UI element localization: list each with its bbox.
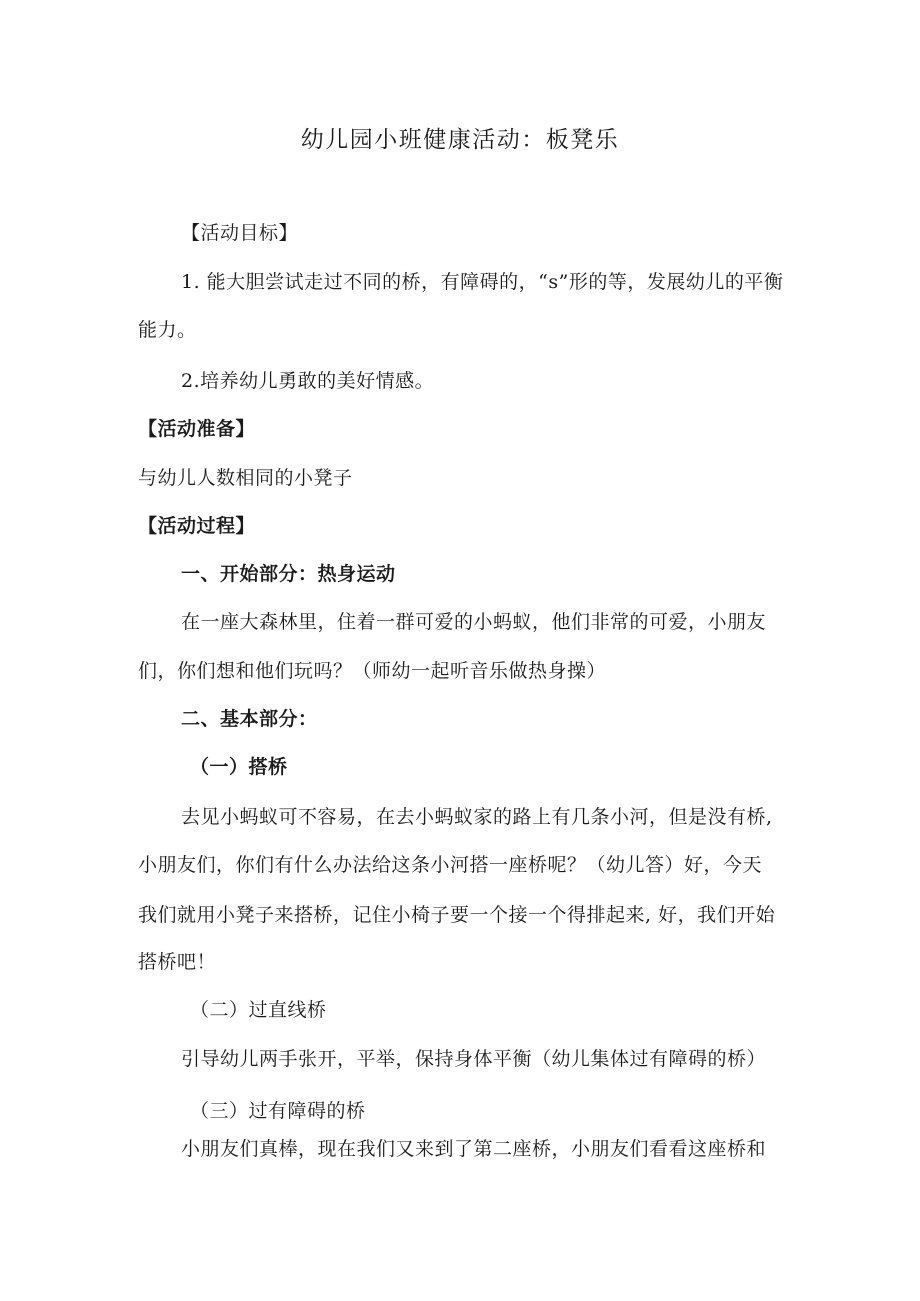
sub1-line-4: 搭桥吧！ <box>138 951 217 973</box>
process-heading: 【活动过程】 <box>138 515 256 537</box>
prep-heading: 【活动准备】 <box>138 418 256 440</box>
goal-1-line-1: 1. 能大胆尝试走过不同的桥，有障碍的，“s”形的等，发展幼儿的平衡 <box>181 271 784 293</box>
sub3-heading: （三）过有障碍的桥 <box>190 1100 366 1122</box>
sub1-line-3: 我们就用小凳子来搭桥，记住小椅子要一个接一个得排起来, 好，我们开始 <box>138 904 776 926</box>
sub1-heading: （一）搭桥 <box>190 756 288 778</box>
sub1-line-2: 小朋友们，你们有什么办法给这条小河搭一座桥呢？（幼儿答）好，今天 <box>138 854 763 876</box>
part2-heading: 二、基本部分： <box>181 708 318 730</box>
sub3-line-1: 小朋友们真棒，现在我们又来到了第二座桥，小朋友们看看这座桥和 <box>181 1138 767 1160</box>
sub1-line-1: 去见小蚂蚁可不容易，在去小蚂蚁家的路上有几条小河，但是没有桥, <box>181 806 773 828</box>
part1-line-1: 在一座大森林里，住着一群可爱的小蚂蚁，他们非常的可爱，小朋友 <box>181 611 767 633</box>
part1-heading: 一、开始部分：热身运动 <box>181 563 396 585</box>
goals-heading: 【活动目标】 <box>181 222 299 244</box>
part1-line-2: 们，你们想和他们玩吗？（师幼一起听音乐做热身操） <box>138 660 607 682</box>
goal-1-line-2: 能力。 <box>138 319 197 341</box>
sub2-heading: （二）过直线桥 <box>190 999 327 1021</box>
document-title: 幼儿园小班健康活动：板凳乐 <box>300 127 620 153</box>
sub2-line-1: 引导幼儿两手张开，平举，保持身体平衡（幼儿集体过有障碍的桥） <box>181 1048 767 1070</box>
goal-2: 2.培养幼儿勇敢的美好情感。 <box>181 370 435 392</box>
prep-text: 与幼儿人数相同的小凳子 <box>138 467 353 489</box>
